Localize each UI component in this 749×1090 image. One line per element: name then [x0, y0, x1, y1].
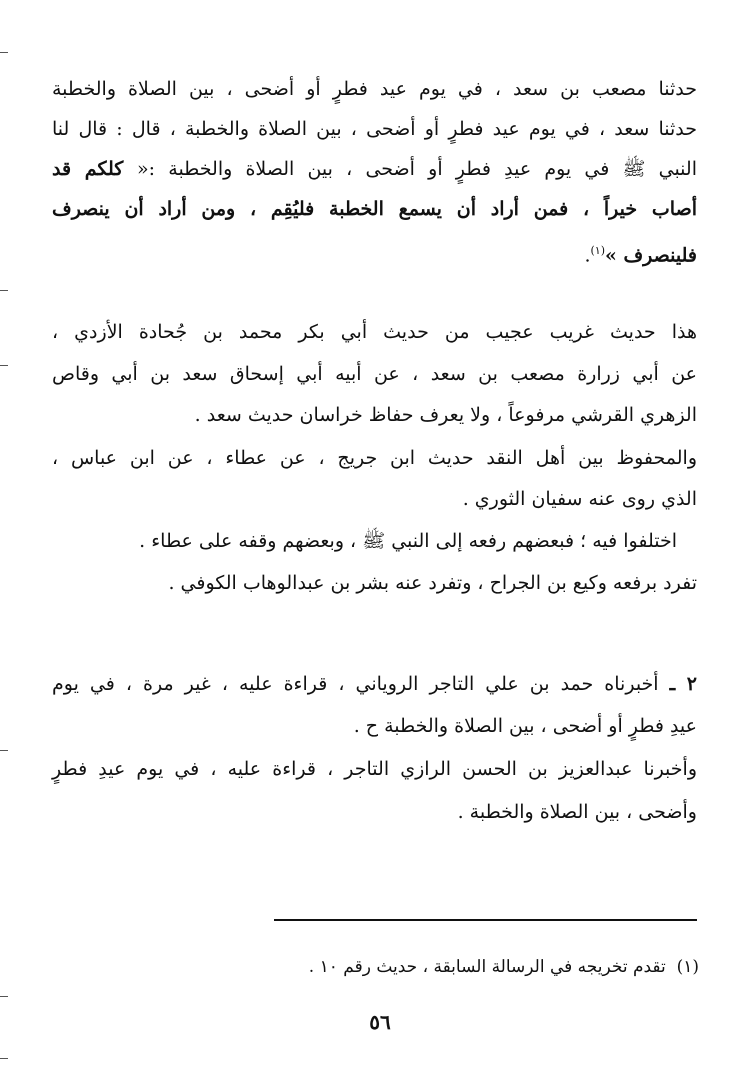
scan-edge-mark	[0, 52, 8, 53]
footnote-reference: (١)	[590, 244, 605, 257]
scan-edge-mark	[0, 750, 8, 751]
scan-edge-mark	[0, 365, 8, 366]
hadith-number: ٢ ـ	[669, 673, 697, 695]
text-segment: النبي ﷺ في يوم عيدِ فطرٍ أو أضحى ، بين الصلاة والخطبة :«	[137, 158, 697, 180]
text-line: تفرد برفعه وكيع بن الجراح ، وتفرد عنه بشر بن عبدالوهاب الكوفي .	[168, 572, 697, 594]
hadith-text-bold: فلينصرف »	[605, 244, 697, 267]
hadith-text-bold: كلكم قد	[52, 158, 138, 180]
footnote-text: تقدم تخريجه في الرسالة السابقة ، حديث رقم ١٠ .	[308, 957, 666, 977]
text-line	[52, 156, 697, 186]
text-line: وأخبرنا عبدالعزيز بن الحسن الرازي التاجر ، قراءة عليه ، في يوم عيدِ فطرٍ	[52, 758, 697, 780]
text-line: اختلفوا فيه ؛ فبعضهم رفعه إلى النبي ﷺ ، وبعضهم وقفه على عطاء .	[139, 530, 677, 552]
scan-edge-mark	[0, 996, 8, 997]
text-line: حدثنا مصعب بن سعد ، في يوم عيد فطرٍ أو أضحى ، بين الصلاة والخطبة	[52, 78, 697, 100]
text-segment: .	[584, 244, 591, 267]
text-line: حدثنا سعد ، في يوم عيد فطرٍ أو أضحى ، بين الصلاة والخطبة ، قال : قال لنا	[52, 118, 697, 140]
text-line	[52, 671, 697, 701]
text-line: هذا حديث غريب عجيب من حديث أبي بكر محمد بن جُحادة الأزدي ،	[52, 321, 697, 343]
text-line: الذي روى عنه سفيان الثوري .	[462, 488, 697, 510]
footnote-marker: (١)	[676, 957, 699, 977]
page-number: ٥٦	[369, 1010, 391, 1034]
scan-edge-mark	[0, 1058, 8, 1059]
text-line: الزهري القرشي مرفوعاً ، ولا يعرف حفاظ خراسان حديث سعد .	[194, 404, 697, 426]
text-line: وأضحى ، بين الصلاة والخطبة .	[457, 801, 697, 823]
text-line: عيدِ فطرٍ أو أضحى ، بين الصلاة والخطبة ح .	[353, 715, 697, 737]
scan-edge-mark	[0, 290, 8, 291]
text-line: عن أبي زرارة مصعب بن سعد ، عن أبيه أبي إسحاق سعد بن أبي وقاص	[52, 363, 697, 385]
text-line: والمحفوظ بين أهل النقد حديث ابن جريج ، عن عطاء ، عن ابن عباس ،	[52, 447, 697, 469]
hadith-text-bold: أصاب خيراً ، فمن أراد أن يسمع الخطبة فليُقِم ، ومن أراد أن ينصرف	[52, 198, 697, 220]
text-segment: أخبرناه حمد بن علي التاجر الروياني ، قراءة عليه ، غير مرة ، في يوم	[52, 673, 670, 695]
footnote	[54, 955, 699, 979]
footnote-separator	[274, 919, 697, 921]
text-line	[52, 238, 697, 268]
